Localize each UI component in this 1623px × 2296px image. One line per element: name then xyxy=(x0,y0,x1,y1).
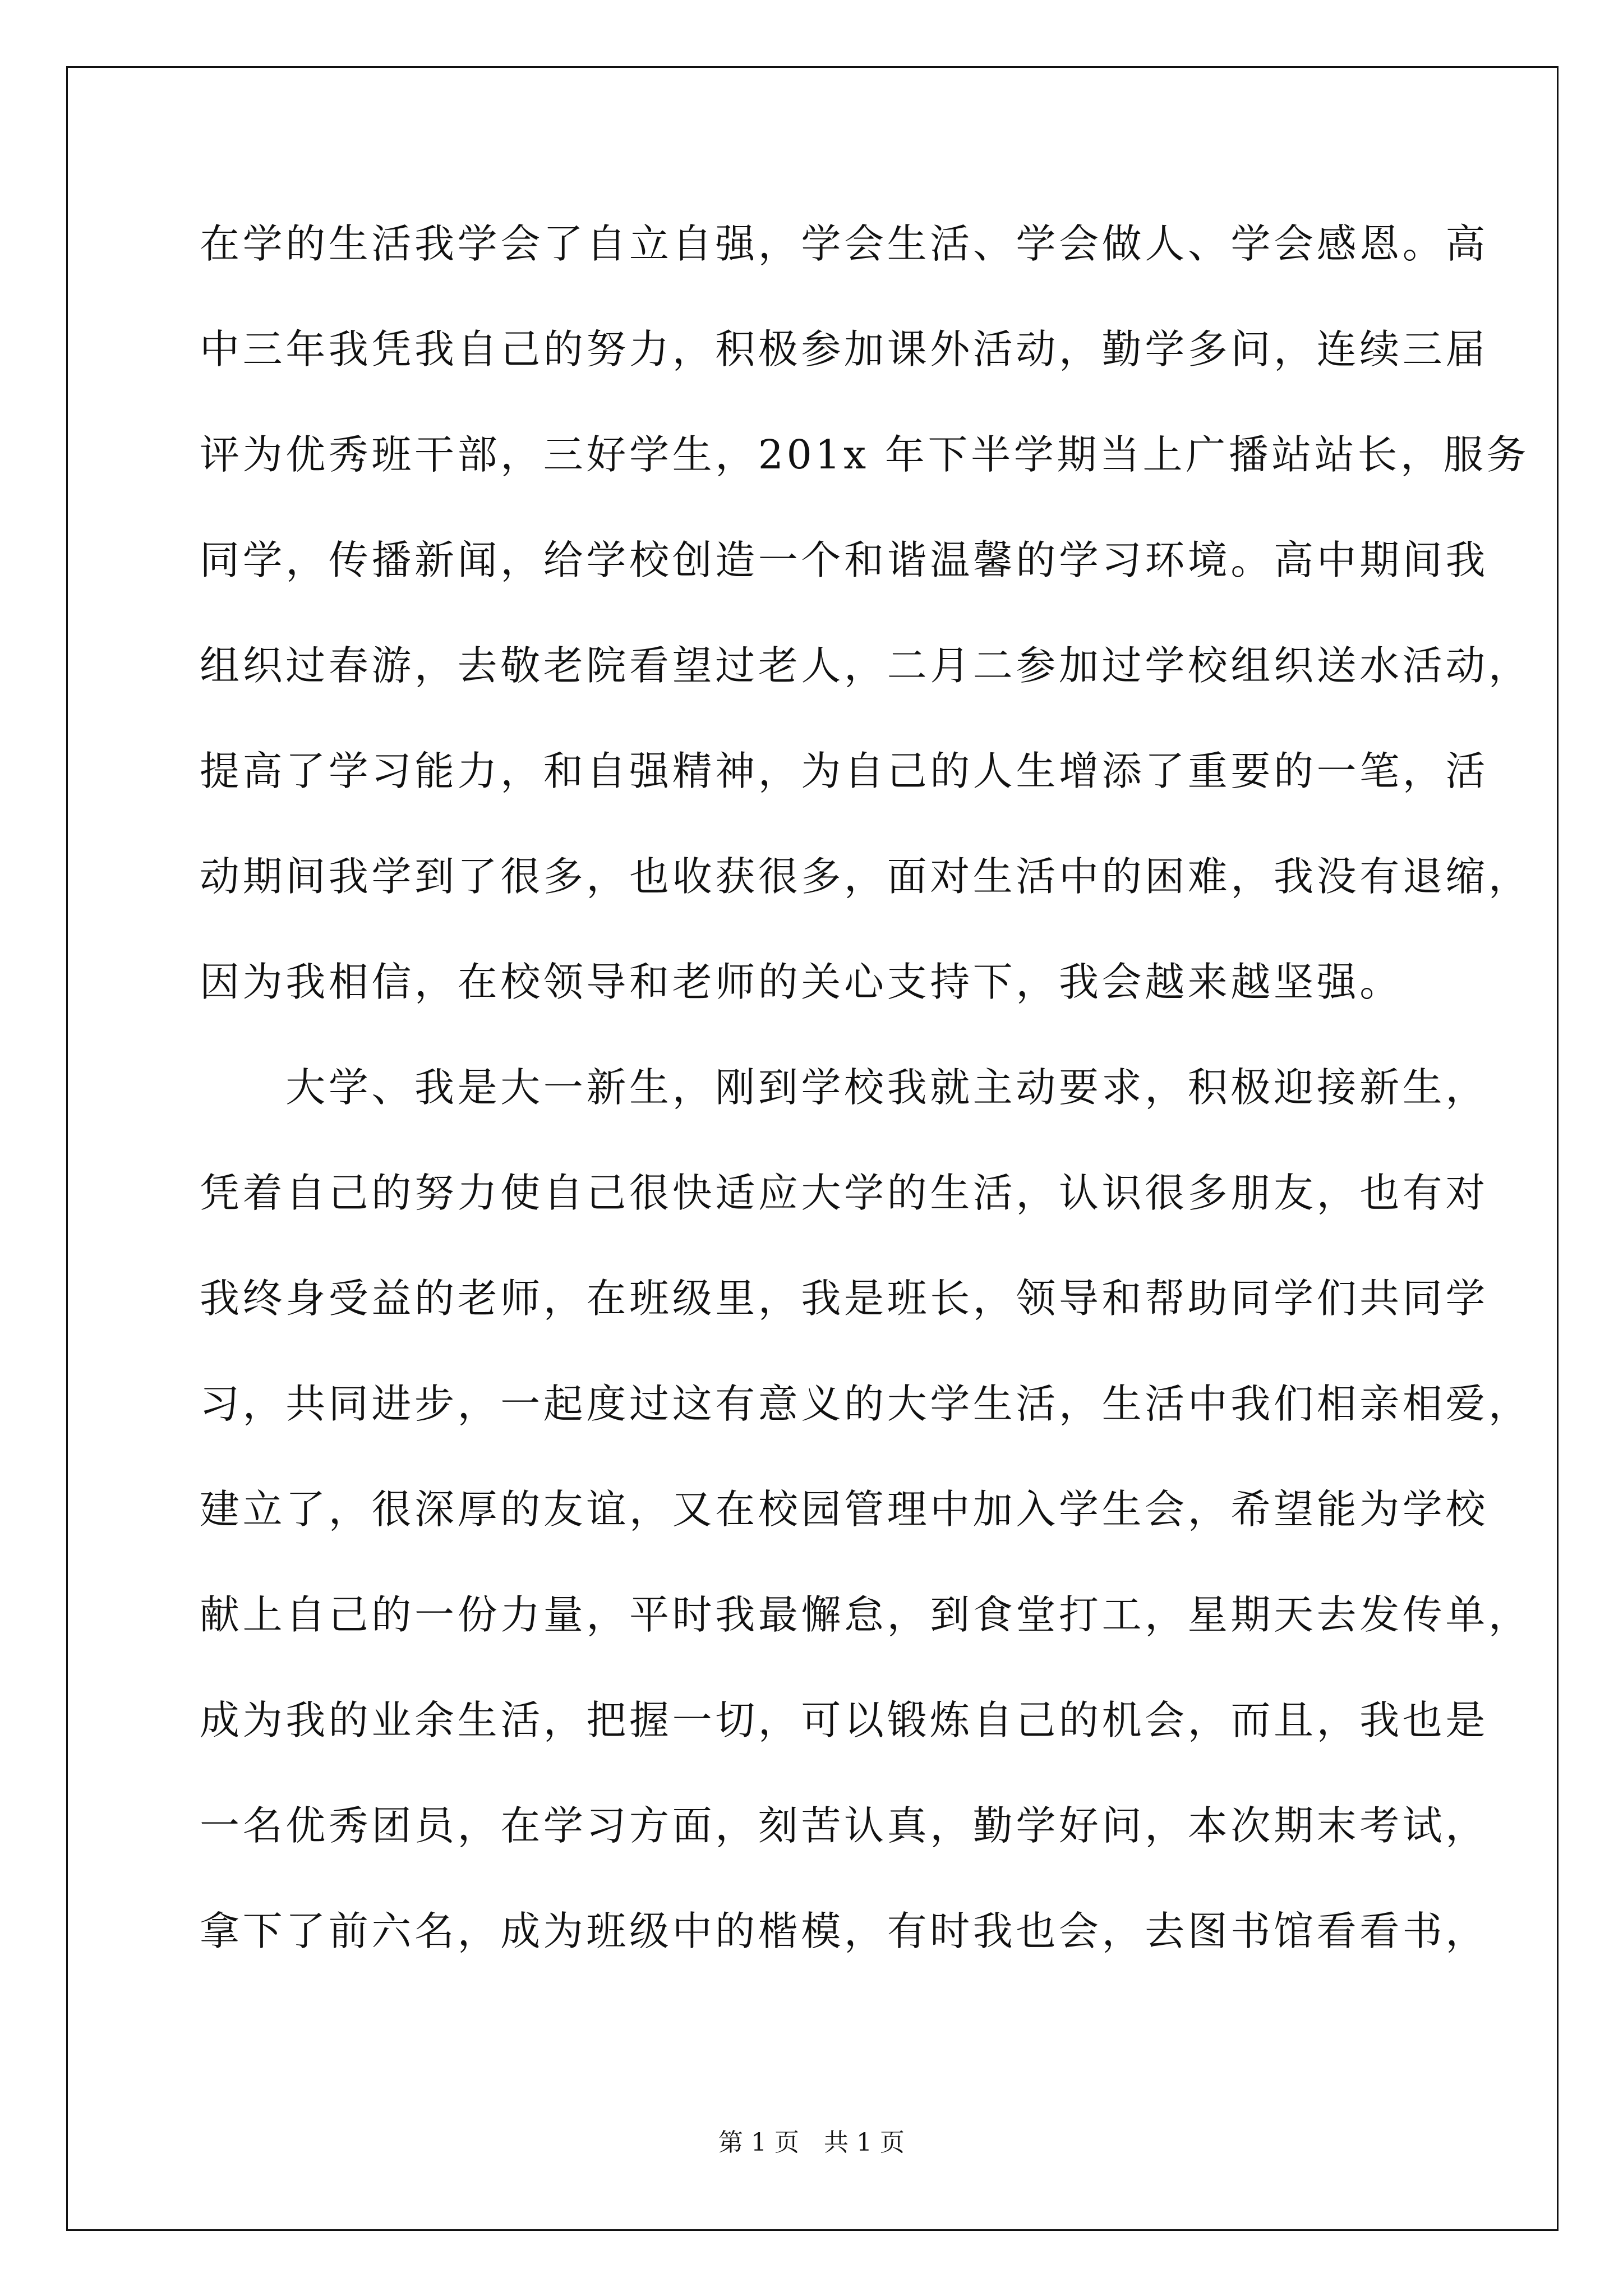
text-line: 中三年我凭我自己的努力，积极参加课外活动，勤学多问，连续三届 xyxy=(200,326,1489,372)
text-line: 建立了，很深厚的友谊，又在校园管理中加入学生会，希望能为学校 xyxy=(200,1486,1489,1533)
text-line: 习，共同进步，一起度过这有意义的大学生活，生活中我们相亲相爱， xyxy=(200,1381,1532,1427)
text-line: 提高了学习能力，和自强精神，为自己的人生增添了重要的一笔，活 xyxy=(200,748,1489,794)
text-line: 在学的生活我学会了自立自强，学会生活、学会做人、学会感恩。高 xyxy=(200,220,1489,267)
text-line: 成为我的业余生活，把握一切，可以锻炼自己的机会，而且，我也是 xyxy=(200,1697,1489,1743)
text-line: 凭着自己的努力使自己很快适应大学的生活，认识很多朋友，也有对 xyxy=(200,1170,1489,1216)
text-line: 一名优秀团员，在学习方面，刻苦认真，勤学好问，本次期末考试， xyxy=(200,1802,1489,1849)
text-line: 献上自己的一份力量，平时我最懈怠，到食堂打工，星期天去发传单， xyxy=(200,1591,1532,1638)
text-line: 评为优秀班干部，三好学生，201x 年下半学期当上广播站站长，服务 xyxy=(200,431,1529,478)
text-line: 动期间我学到了很多，也收获很多，面对生活中的困难，我没有退缩， xyxy=(200,853,1532,900)
text-line: 拿下了前六名，成为班级中的楷模，有时我也会，去图书馆看看书， xyxy=(200,1908,1489,1954)
text-line: 同学，传播新闻，给学校创造一个和谐温馨的学习环境。高中期间我 xyxy=(200,537,1489,583)
text-line: 我终身受益的老师，在班级里，我是班长，领导和帮助同学们共同学 xyxy=(200,1275,1489,1322)
text-line: 组织过春游，去敬老院看望过老人，二月二参加过学校组织送水活动， xyxy=(200,642,1532,689)
text-line: 大学、我是大一新生，刚到学校我就主动要求，积极迎接新生， xyxy=(200,1064,1489,1111)
text-line: 因为我相信，在校领导和老师的关心支持下，我会越来越坚强。 xyxy=(200,959,1403,1005)
page-footer: 第 1 页 共 1 页 xyxy=(718,2128,905,2157)
